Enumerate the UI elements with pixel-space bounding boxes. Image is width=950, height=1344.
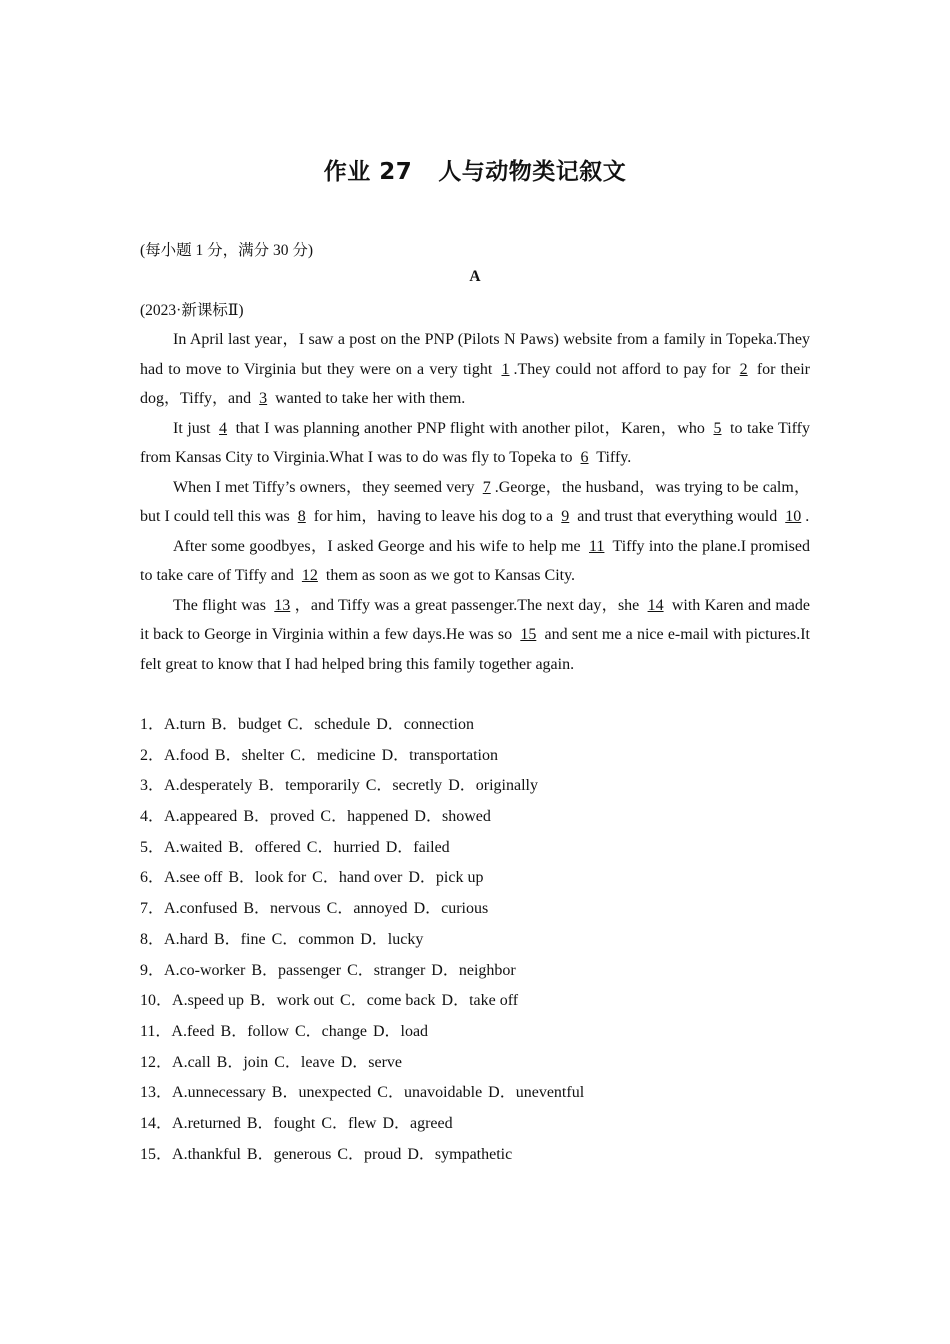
question-row [140, 1078, 584, 1109]
question-number: 5． [140, 838, 165, 856]
question-row [140, 956, 584, 987]
option-a: A.call [172, 1053, 211, 1071]
exam-source: (2023·新课标Ⅱ) [140, 302, 244, 319]
assignment-topic: 人与动物类记叙文 [438, 159, 627, 185]
option-b: B．nervous [243, 900, 321, 918]
blank-6: 6 [580, 449, 589, 466]
option-c: C．change [294, 1022, 367, 1040]
option-d: D．lucky [360, 930, 424, 948]
question-number: 1． [140, 716, 165, 733]
question-number: 14． [140, 1114, 173, 1132]
question-number: 9． [140, 961, 165, 979]
option-b: B．follow [220, 1022, 289, 1040]
blank-5: 5 [713, 419, 722, 437]
blank-2: 2 [739, 360, 748, 378]
passage-paragraph: After some goodbyes，I asked George and his wife to help me 11 Tiffy into the plane.I promised to take care of Tiffy and 12 them as soon as we got to Kansas City. [140, 537, 810, 584]
blank-11: 11 [589, 537, 605, 555]
option-b: B．unexpected [271, 1084, 372, 1102]
blank-10: 10 [785, 508, 802, 525]
blank-9: 9 [561, 508, 570, 525]
option-d: D．take off [441, 992, 519, 1010]
option-d: D．showed [414, 808, 491, 826]
option-a: A.confused [164, 900, 238, 918]
reading-passage [140, 325, 810, 679]
option-a: A.unnecessary [172, 1084, 266, 1102]
question-row [140, 741, 584, 772]
question-number: 15． [140, 1145, 173, 1163]
blank-12: 12 [301, 567, 318, 584]
question-row [140, 1140, 584, 1171]
question-row [140, 986, 584, 1017]
option-b: B．work out [250, 992, 335, 1010]
option-b: B．offered [228, 838, 301, 856]
option-c: C．schedule [287, 716, 371, 733]
question-options-list [140, 710, 584, 1170]
option-b: B．join [216, 1053, 269, 1071]
question-row [140, 1017, 584, 1048]
option-b: B．generous [246, 1145, 332, 1163]
blank-4: 4 [219, 419, 228, 437]
option-a: A.appeared [164, 808, 238, 826]
option-d: D．originally [448, 777, 538, 795]
option-c: C．annoyed [326, 900, 408, 918]
question-number: 6． [140, 869, 165, 887]
option-c: C．medicine [290, 746, 376, 764]
option-d: D．transportation [381, 746, 498, 764]
option-a: A.food [164, 746, 209, 764]
question-row [140, 710, 584, 741]
assignment-label: 作业 27 [323, 159, 413, 185]
option-a: A.speed up [172, 992, 244, 1010]
option-c: C．hurried [306, 838, 380, 856]
blank-1: 1 [501, 360, 510, 378]
option-d: D．failed [385, 838, 450, 856]
option-a: A.thankful [172, 1145, 241, 1163]
option-b: B．look for [228, 869, 307, 887]
question-row [140, 1048, 584, 1079]
option-b: B．budget [211, 716, 282, 733]
question-row [140, 802, 584, 833]
passage-paragraph: In April last year，I saw a post on the PNP (Pilots N Paws) website from a family in Topeka.They had to move to Virginia but they were on a very tight 1 .They could not afford to pay for 2 for their dog，Tiffy，and 3 wanted to take her with them. [140, 331, 811, 407]
option-d: D．curious [413, 900, 489, 918]
option-c: C．unavoidable [377, 1084, 483, 1102]
question-row [140, 1109, 584, 1140]
question-number: 7． [140, 900, 165, 918]
question-number: 2． [140, 746, 165, 764]
question-number: 3． [140, 777, 165, 795]
blank-15: 15 [520, 626, 537, 643]
option-c: C．proud [337, 1145, 402, 1163]
option-c: C．come back [340, 992, 436, 1010]
option-c: C．flew [321, 1114, 377, 1132]
option-d: D．serve [340, 1053, 403, 1071]
option-a: A.hard [164, 930, 208, 948]
option-c: C．happened [320, 808, 409, 826]
option-b: B．passenger [251, 961, 342, 979]
question-number: 8． [140, 930, 165, 948]
passage-paragraph: The flight was 13 ，and Tiffy was a great passenger.The next day，she 14 with Karen and made it back to George in Virginia within a few days.He was so 15 and sent me a nice e-mail with pictures.It felt great to know that I had helped bring this family together again. [140, 596, 811, 673]
question-row [140, 833, 584, 864]
blank-13: 13 [274, 596, 291, 614]
question-number: 10． [140, 992, 173, 1010]
option-d: D．neighbor [431, 961, 516, 979]
option-b: B．shelter [214, 746, 285, 764]
question-number: 13． [140, 1084, 173, 1102]
passage-paragraph: It just 4 that I was planning another PNP flight with another pilot，Karen，who 5 to take Tiffy from Kansas City to Virginia.What I was to do was fly to Topeka to 6 Tiffy. [140, 419, 811, 466]
passage-paragraph: When I met Tiffy’s owners，they seemed very 7 .George，the husband，was trying to be calm，but I could tell this was 8 for him，having to leave his dog to a 9 and trust that everything would 10 . [140, 478, 810, 525]
option-a: A.returned [172, 1114, 241, 1132]
question-row [140, 771, 584, 802]
option-c: C．stranger [347, 961, 426, 979]
option-d: D．connection [376, 716, 474, 733]
question-row [140, 925, 584, 956]
question-row [140, 894, 584, 925]
option-d: D．sympathetic [407, 1145, 513, 1163]
option-c: C．leave [274, 1053, 335, 1071]
option-d: D．load [372, 1022, 429, 1040]
option-b: B．temporarily [258, 777, 360, 795]
option-b: B．fine [214, 930, 266, 948]
option-a: A.turn [164, 716, 206, 733]
score-note: (每小题 1 分，满分 30 分) [140, 242, 314, 259]
question-number: 11． [140, 1022, 172, 1040]
blank-8: 8 [297, 508, 306, 525]
option-c: C．hand over [312, 869, 403, 887]
blank-3: 3 [259, 390, 268, 407]
question-number: 4． [140, 808, 165, 826]
option-b: B．fought [246, 1114, 316, 1132]
blank-7: 7 [482, 478, 491, 496]
option-a: A.see off [164, 869, 223, 887]
option-d: D．uneventful [488, 1084, 585, 1102]
section-heading: A [469, 268, 481, 285]
option-d: D．pick up [408, 869, 484, 887]
question-row [140, 863, 584, 894]
option-c: C．common [271, 930, 355, 948]
option-a: A.waited [164, 838, 223, 856]
option-b: B．proved [243, 808, 315, 826]
option-d: D．agreed [382, 1114, 453, 1132]
question-number: 12． [140, 1053, 173, 1071]
blank-14: 14 [647, 596, 664, 614]
option-a: A.feed [171, 1022, 215, 1040]
option-c: C．secretly [365, 777, 443, 795]
option-a: A.co-worker [164, 961, 246, 979]
page-title [140, 153, 810, 186]
option-a: A.desperately [164, 777, 253, 795]
